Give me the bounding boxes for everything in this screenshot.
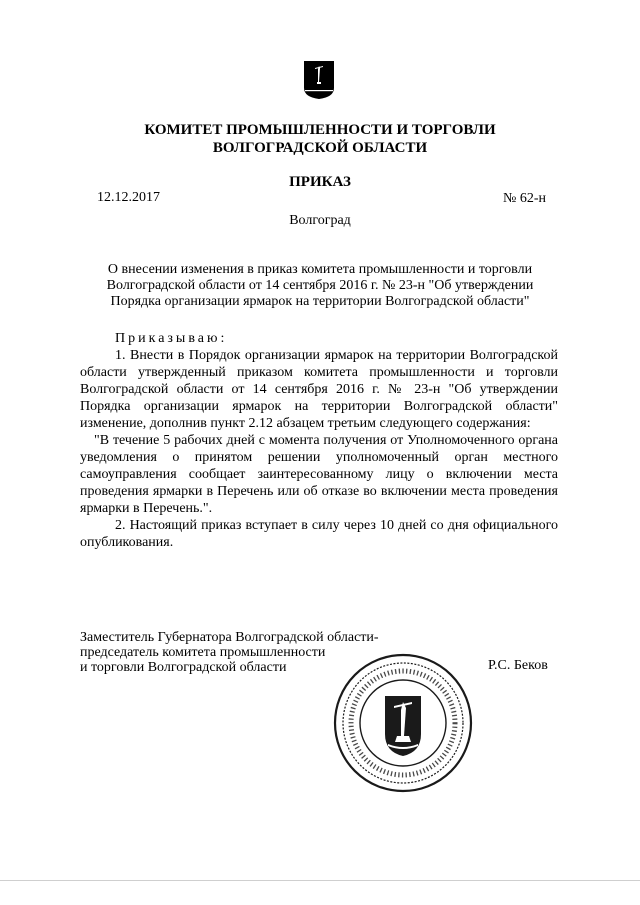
page-bottom-edge <box>0 880 640 881</box>
document-body <box>80 330 558 551</box>
subject-line3: Порядка организации ярмарок на территории Волгоградской области" <box>110 294 530 309</box>
quoted-paragraph: "В течение 5 рабочих дней с момента получения от Уполномоченного органа уведомления о принятом решении уполномоченный орган местного самоуправления сообщает заинтересованному лицу о включении места проведения ярмарки в Перечень или об отказе во включении места проведения ярмарки в Перечень.". <box>80 433 558 516</box>
signatory-position-line1: Заместитель Губернатора Волгоградской области- <box>80 630 379 645</box>
document-city: Волгоград <box>289 213 351 228</box>
document-subject <box>80 262 560 310</box>
document-type: ПРИКАЗ <box>289 174 351 190</box>
official-seal-icon <box>332 652 474 794</box>
document-number: № 62-н <box>502 191 546 206</box>
organization-title-line1: КОМИТЕТ ПРОМЫШЛЕННОСТИ И ТОРГОВЛИ <box>144 122 496 138</box>
subject-line2: Волгоградской области от 14 сентября 2016 г. № 23-н "Об утверждении <box>106 278 534 293</box>
signatory-position-line2: председатель комитета промышленности <box>80 645 326 660</box>
signatory-name: Р.С. Беков <box>488 658 548 673</box>
organization-title <box>0 121 640 157</box>
paragraph-1: 1. Внести в Порядок организации ярмарок на территории Волгоградской области утвержденный приказом комитета промышленности и торговли Волгоградской области от 14 сентября 2016 г. № 23-н "Об утверждении Порядка организации ярмарок на территории Волгоградской области" изменение, дополнив пункт 2.12 абзацем третьим следующего содержания: <box>80 348 558 431</box>
subject-line1: О внесении изменения в приказ комитета промышленности и торговли <box>107 262 533 277</box>
coat-of-arms-icon <box>303 60 335 100</box>
signatory-position-line3: и торговли Волгоградской области <box>80 660 287 675</box>
order-word: Приказываю: <box>115 331 228 346</box>
paragraph-2: 2. Настоящий приказ вступает в силу через 10 дней со дня официального опубликования. <box>80 518 558 550</box>
organization-title-line2: ВОЛГОГРАДСКОЙ ОБЛАСТИ <box>212 140 428 156</box>
document-date: 12.12.2017 <box>97 190 160 205</box>
